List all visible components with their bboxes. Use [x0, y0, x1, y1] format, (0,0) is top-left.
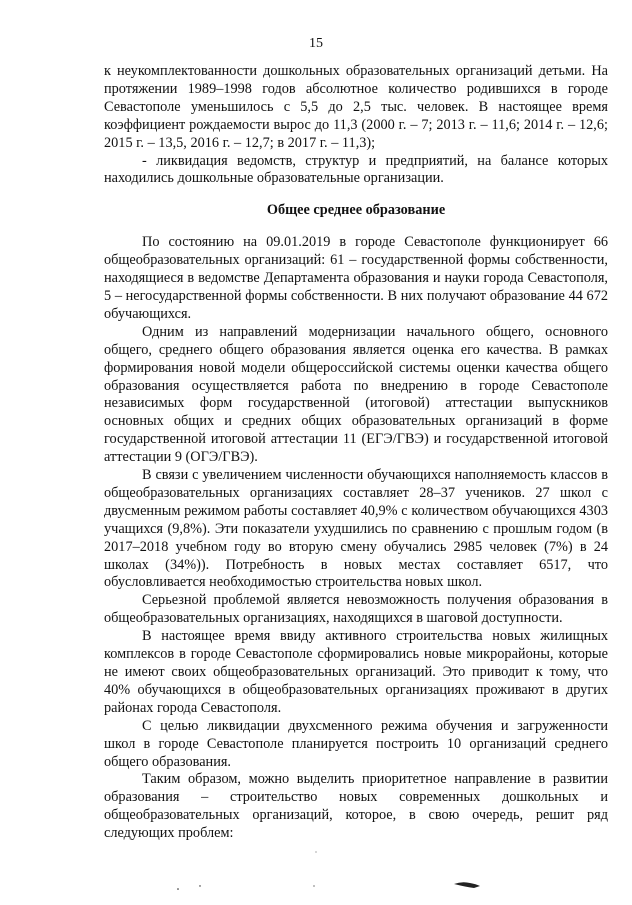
section-heading: Общее среднее образование — [266, 202, 446, 219]
paragraph: По состоянию на 09.01.2019 в городе Севастополе функционирует 66 общеобразовательных организаций: 61 – государственной формы собственности, находящиеся в ведомстве Департамента образования и науки города Севастополя, 5 – негосударственной формы собственности. В них получают образование 44 672 обучающихся. — [104, 234, 608, 322]
paragraph: В настоящее время ввиду активного строительства новых жилищных комплексов в городе Севастополе сформировались новые микрорайоны, которые не имеют своих общеобразовательных организаций. Это приводит к тому, что 40% обучающихся в общеобразовательных организациях проживают в других районах города Севастополя. — [104, 628, 608, 716]
paragraph: В связи с увеличением численности обучающихся наполняемость классов в общеобразовательных организациях составляет 28–37 учеников. 27 школ с двусменным режимом работы составляет 40,9% с количеством обучающихся 4303 учащихся (9,8%). Эти показатели ухудшились по сравнению с прошлым годом (в 2017–2018 учебном году во вторую смену обучались 2985 человек (7%) в 24 школах (34%)). Потребность в новых местах составляет 6517, что обусловливается необходимостью строительства новых школ. — [104, 467, 608, 591]
paragraph: Серьезной проблемой является невозможность получения образования в общеобразовательных организациях, находящихся в шаговой доступности. — [104, 592, 608, 627]
page-number: 15 — [309, 36, 323, 51]
document-body — [104, 63, 608, 843]
paragraph: С целью ликвидации двухсменного режима обучения и загруженности школ в городе Севастополе планируется построить 10 организаций среднего общего образования. — [104, 717, 608, 770]
paragraph: Одним из направлений модернизации начального общего, основного общего, среднего общего образования является оценка его качества. В рамках формирования новой модели общероссийской системы оценки качества общего образования осуществляется работа по внедрению в городе Севастополе независимых форм государственной (итоговой) аттестации выпускников основных общих и средних общих образовательных организаций в форме государственной итоговой аттестации 11 (ЕГЭ/ГВЭ) и государственной итоговой аттестации 9 (ОГЭ/ГВЭ). — [104, 323, 608, 466]
scan-speck — [199, 885, 200, 886]
paragraph-continued: к неукомплектованности дошкольных образовательных организаций детьми. На протяжении 1989–1998 годов абсолютное количество родившихся в городе Севастополе уменьшилось с 5,5 до 2,5 тыс. человек. В настоящее время коэффициент рождаемости вырос до 11,3 (2000 г. – 7; 2013 г. – 11,6; 2014 г. – 12,6; 2015 г. – 13,5, 2016 г. – 12,7; в 2017 г. – 11,3); — [104, 63, 608, 151]
paragraph-list-item: - ликвидация ведомств, структур и предприятий, на балансе которых находились дошкольные образовательные организации. — [104, 152, 608, 187]
scan-speck — [313, 885, 314, 886]
scan-speck — [177, 888, 179, 890]
paragraph: Таким образом, можно выделить приоритетное направление в развитии образования – строительство новых современных дошкольных и общеобразовательных организаций, которое, в свою очередь, решит ряд следующих проблем: — [104, 771, 608, 842]
scan-smudge — [454, 882, 480, 888]
scan-speck — [316, 852, 317, 853]
